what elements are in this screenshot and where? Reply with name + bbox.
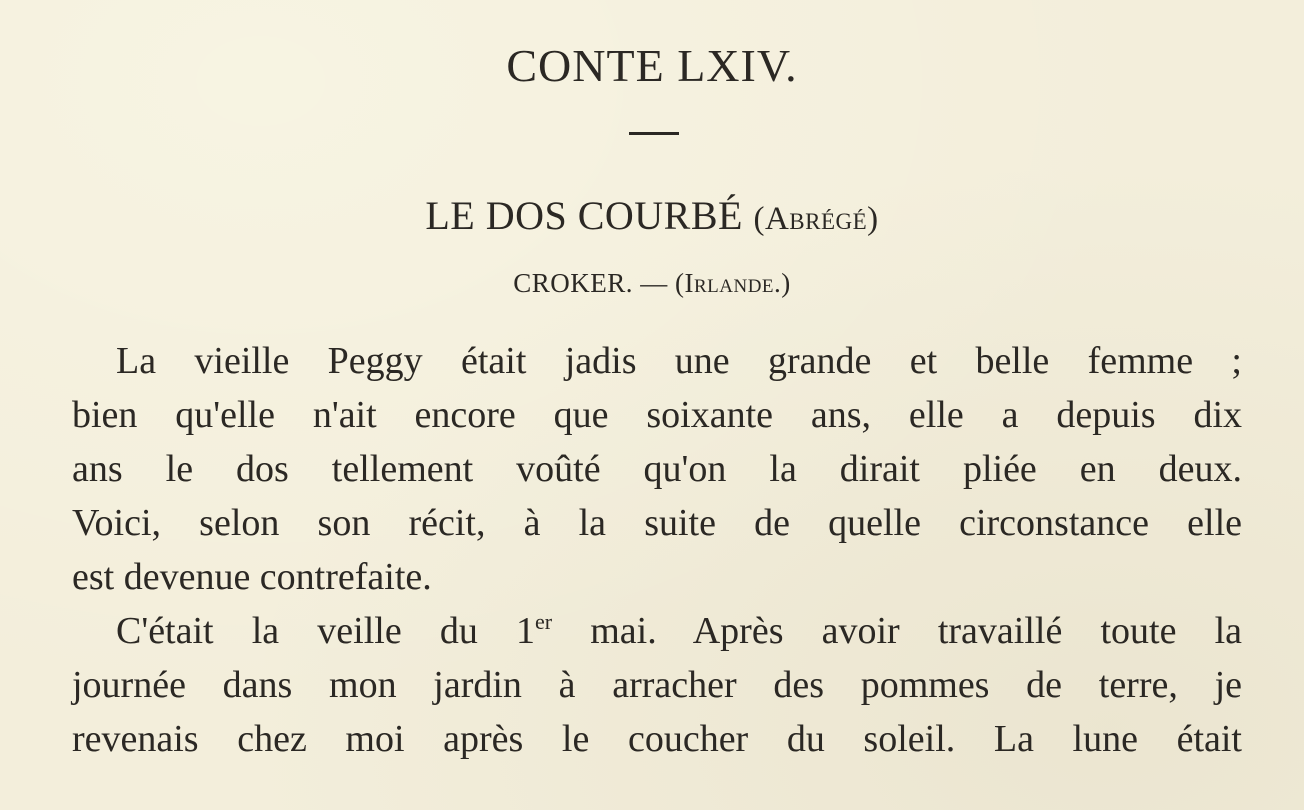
- ordinal-superscript: er: [534, 609, 553, 634]
- source-line: [0, 266, 1304, 300]
- paragraph-1: [72, 334, 1242, 604]
- paragraph-line: Voici, selon son récit, à la suite de quelle circonstance elle: [72, 502, 1242, 544]
- source-dash: —: [640, 268, 668, 298]
- paragraph-line: La vieille Peggy était jadis une grande et belle femme ;: [116, 340, 1242, 382]
- story-title: [0, 192, 1304, 243]
- paragraph-line: ans le dos tellement voûté qu'on la dirait pliée en deux.: [72, 448, 1242, 490]
- date-text: C'était la veille du 1: [116, 610, 535, 652]
- conte-number-heading: CONTE LXIV.: [506, 40, 798, 91]
- paragraph-line: revenais chez moi après le coucher du soleil. La lune était: [72, 718, 1242, 760]
- title-rule-divider: [629, 132, 679, 135]
- region-name: (Irlande.): [675, 268, 791, 298]
- paragraph-2: [72, 604, 1242, 766]
- paragraph-line: journée dans mon jardin à arracher des pommes de terre, je: [72, 664, 1242, 706]
- paragraph-line: est devenue contrefaite.: [72, 556, 432, 598]
- paragraph-line: bien qu'elle n'ait encore que soixante ans, elle a depuis dix: [72, 394, 1242, 436]
- story-title-note: (Abrégé): [753, 201, 879, 237]
- paragraph-line: [72, 604, 1242, 658]
- story-title-main: LE DOS COURBÉ: [425, 193, 743, 238]
- author-name: CROKER.: [513, 268, 633, 298]
- body-text: [72, 334, 1242, 766]
- date-text-continued: mai. Après avoir travaillé toute la: [552, 610, 1242, 652]
